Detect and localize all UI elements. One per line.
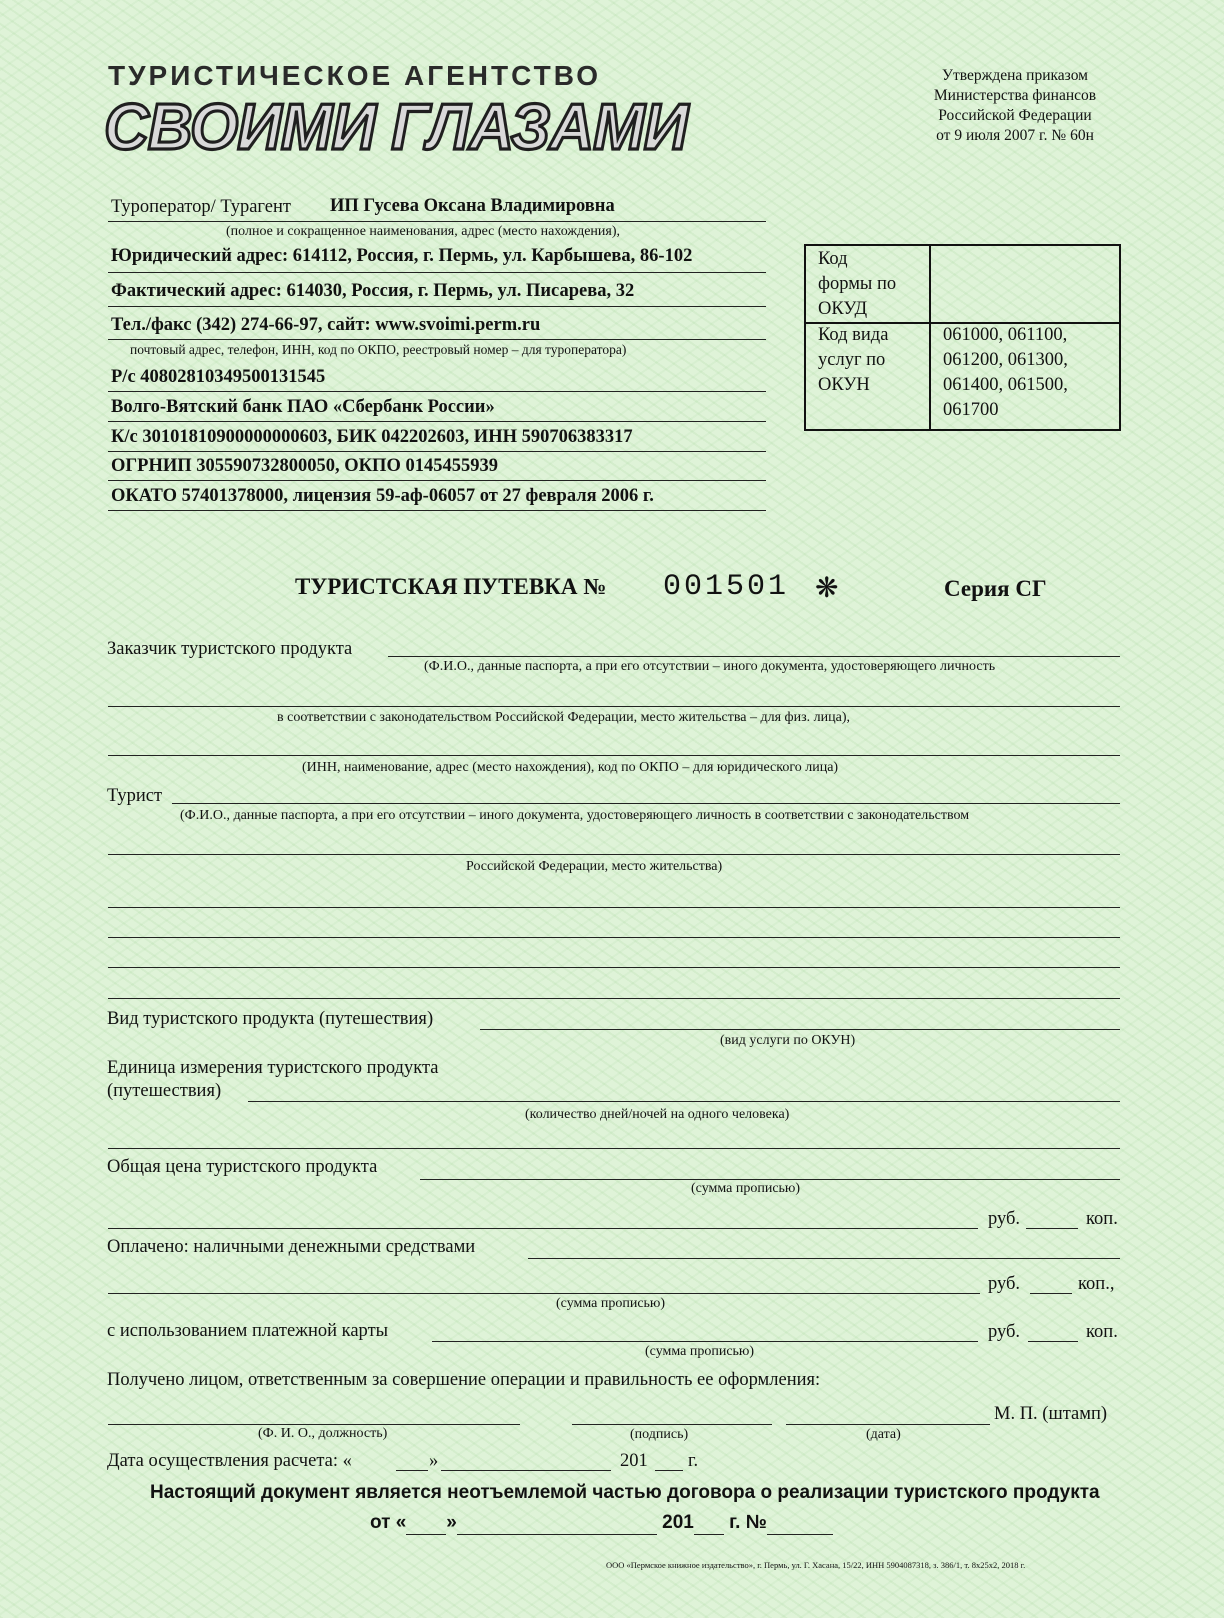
tourist-hint-1: (Ф.И.О., данные паспорта, а при его отсутствии – иного документа, удостоверяющего личность в соответствии с законодательством: [180, 808, 970, 823]
okato-license: ОКАТО 57401378000, лицензия 59-аф-06057 от 27 февраля 2006 г.: [111, 486, 654, 506]
settlement-year-prefix: 201: [620, 1451, 648, 1471]
total-price-label: Общая цена туристского продукта: [107, 1157, 378, 1177]
operator-name: ИП Гусева Оксана Владимировна: [330, 196, 615, 216]
bank-line: [108, 421, 766, 422]
okud-label: [818, 247, 896, 322]
customer-field-2[interactable]: [108, 706, 1120, 707]
received-signature-field[interactable]: [572, 1424, 772, 1425]
bank-details: К/с 30101810900000000603, БИК 042202603, ИНН 590706383317: [111, 427, 633, 447]
received-fio-field[interactable]: [108, 1424, 520, 1425]
paid-card-hint: (сумма прописью): [645, 1344, 755, 1359]
approval-line-3: Российской Федерации: [938, 107, 1092, 124]
operator-name-line: [108, 221, 766, 222]
total-price-field-2[interactable]: [108, 1228, 978, 1229]
unit-field[interactable]: [248, 1101, 1120, 1102]
okun-codes-line-1: 061000, 061100,: [943, 325, 1068, 345]
okud-label-line-3: ОКУД: [818, 299, 868, 319]
okun-codes-line-4: 061700: [943, 400, 999, 420]
okato-line: [108, 510, 766, 511]
customer-hint-2: в соответствии с законодательством Российской Федерации, место жительства – для физ. лица),: [277, 710, 850, 725]
settlement-year-suffix: г.: [688, 1451, 699, 1471]
voucher-number: 001501: [663, 570, 790, 604]
footer-quote-close: »: [446, 1512, 457, 1533]
settlement-day-field[interactable]: [396, 1470, 428, 1471]
customer-hint-1: (Ф.И.О., данные паспорта, а при его отсутствии – иного документа, удостоверяющего личность: [424, 659, 996, 674]
total-price-hint: (сумма прописью): [691, 1181, 801, 1196]
tourist-field-4[interactable]: [108, 937, 1120, 938]
footer-statement: Настоящий документ является неотъемлемой частью договора о реализации туристского продукта: [150, 1482, 1100, 1503]
footer-from: от «: [370, 1512, 407, 1533]
phone-site: Тел./факс (342) 274-66-97, сайт: www.svoimi.perm.ru: [111, 315, 541, 335]
approval-line-2: Министерства финансов: [933, 87, 1097, 104]
ogrnip-line: [108, 480, 766, 481]
product-type-hint: (вид услуги по ОКУН): [720, 1033, 856, 1048]
received-date-field[interactable]: [786, 1424, 990, 1425]
customer-hint-3: (ИНН, наименование, адрес (место нахождения), код по ОКПО – для юридического лица): [302, 760, 839, 775]
codes-table: [804, 244, 1121, 431]
customer-field-3[interactable]: [108, 755, 1120, 756]
tourist-hint-2: Российской Федерации, место жительства): [466, 859, 723, 874]
product-type-field[interactable]: [480, 1029, 1120, 1030]
voucher-title: ТУРИСТСКАЯ ПУТЕВКА №: [295, 574, 607, 599]
settlement-quote-close: »: [429, 1451, 439, 1471]
snowflake-mark: ❋: [815, 573, 839, 604]
paid-cash-rub: руб.: [988, 1274, 1021, 1294]
approval-note: [905, 66, 1125, 146]
okun-codes-line-3: 061400, 061500,: [943, 375, 1068, 395]
settlement-date-label: Дата осуществления расчета: «: [107, 1451, 352, 1471]
operator-hint-1: (полное и сокращенное наименования, адрес (место нахождения),: [226, 224, 621, 239]
account-line: [108, 391, 766, 392]
okun-label-line-3: ОКУН: [818, 375, 870, 395]
unit-label-2: (путешествия): [107, 1081, 222, 1101]
product-type-label: Вид туристского продукта (путешествия): [107, 1009, 434, 1029]
settlement-month-field[interactable]: [441, 1470, 611, 1471]
tourist-field[interactable]: [172, 803, 1120, 804]
hint-fio-position: (Ф. И. О., должность): [258, 1426, 388, 1441]
footer-number-label: г. №: [729, 1512, 767, 1533]
unit-hint: (количество дней/ночей на одного человека): [525, 1107, 790, 1122]
okud-label-line-1: Код: [818, 249, 848, 269]
paid-card-kop: коп.: [1086, 1322, 1118, 1342]
printer-info: ООО «Пермское книжное издательство», г. Пермь, ул. Г. Хасана, 15/22, ИНН 5904087318, з. 386/1, т. 8х25х2, 2018 г.: [606, 1560, 1026, 1570]
paid-cash-kop-field[interactable]: [1030, 1293, 1072, 1294]
customer-label: Заказчик туристского продукта: [107, 639, 353, 659]
bank-name: Волго-Вятский банк ПАО «Сбербанк России»: [111, 397, 495, 417]
footer-year: 201: [662, 1512, 694, 1533]
unit-field-2[interactable]: [108, 1148, 1120, 1149]
agency-logo: СВОИМИ ГЛАЗАМИ: [104, 91, 688, 164]
total-price-field[interactable]: [420, 1179, 1120, 1180]
paid-card-rub: руб.: [988, 1322, 1021, 1342]
operator-hint-2: почтовый адрес, телефон, ИНН, код по ОКПО, реестровый номер – для туроператора): [130, 342, 627, 357]
paid-card-label: с использованием платежной карты: [107, 1321, 389, 1341]
paid-cash-label: Оплачено: наличными денежными средствами: [107, 1237, 476, 1257]
approval-line-4: от 9 июля 2007 г. № 60н: [936, 127, 1094, 144]
tourist-label: Турист: [107, 786, 163, 806]
okun-codes-line-2: 061200, 061300,: [943, 350, 1068, 370]
legal-address-line: [108, 272, 766, 273]
legal-address: Юридический адрес: 614112, Россия, г. Пермь, ул. Карбышева, 86-102: [111, 246, 693, 266]
okun-label: [818, 323, 888, 398]
hint-date: (дата): [866, 1427, 901, 1442]
unit-label-1: Единица измерения туристского продукта: [107, 1058, 439, 1078]
okun-label-line-1: Код вида: [818, 325, 889, 345]
total-kop: коп.: [1086, 1209, 1118, 1229]
paid-card-kop-field[interactable]: [1028, 1341, 1078, 1342]
ogrnip: ОГРНИП 305590732800050, ОКПО 0145455939: [111, 456, 498, 476]
total-kop-field[interactable]: [1026, 1228, 1078, 1229]
actual-address-line: [108, 306, 766, 307]
tourist-field-6[interactable]: [108, 998, 1120, 999]
tourist-field-2[interactable]: [108, 854, 1120, 855]
okun-codes: [943, 323, 1068, 423]
paid-card-field[interactable]: [432, 1341, 978, 1342]
settlement-year-field[interactable]: [655, 1470, 683, 1471]
total-rub: руб.: [988, 1209, 1021, 1229]
okun-label-line-2: услуг по: [818, 350, 886, 370]
voucher-series: Серия СГ: [944, 576, 1047, 601]
received-label: Получено лицом, ответственным за совершение операции и правильность ее оформления:: [107, 1370, 821, 1390]
stamp-label: М. П. (штамп): [994, 1404, 1108, 1424]
paid-cash-field[interactable]: [528, 1258, 1120, 1259]
hint-signature: (подпись): [630, 1427, 689, 1442]
paid-cash-field-2[interactable]: [108, 1293, 980, 1294]
footer-contract-ref: [370, 1512, 833, 1535]
footer-month-field[interactable]: [457, 1512, 657, 1535]
bank-account: Р/с 40802810349500131545: [111, 367, 326, 387]
tourist-field-5[interactable]: [108, 967, 1120, 968]
operator-label: Туроператор/ Турагент: [111, 197, 291, 217]
tourist-field-3[interactable]: [108, 907, 1120, 908]
phone-line: [108, 339, 766, 340]
approval-line-1: Утверждена приказом: [942, 67, 1088, 84]
footer-day-field[interactable]: [406, 1512, 446, 1535]
paid-cash-kop: коп.,: [1078, 1274, 1115, 1294]
footer-number-field[interactable]: [767, 1512, 833, 1535]
agency-logo-caption: ТУРИСТИЧЕСКОЕ АГЕНТСТВО: [108, 60, 601, 91]
bank-details-line: [108, 451, 766, 452]
customer-field[interactable]: [388, 656, 1120, 657]
footer-year-field[interactable]: [694, 1512, 724, 1535]
actual-address: Фактический адрес: 614030, Россия, г. Пермь, ул. Писарева, 32: [111, 281, 635, 301]
okud-label-line-2: формы по: [818, 274, 897, 294]
paid-cash-hint: (сумма прописью): [556, 1296, 666, 1311]
